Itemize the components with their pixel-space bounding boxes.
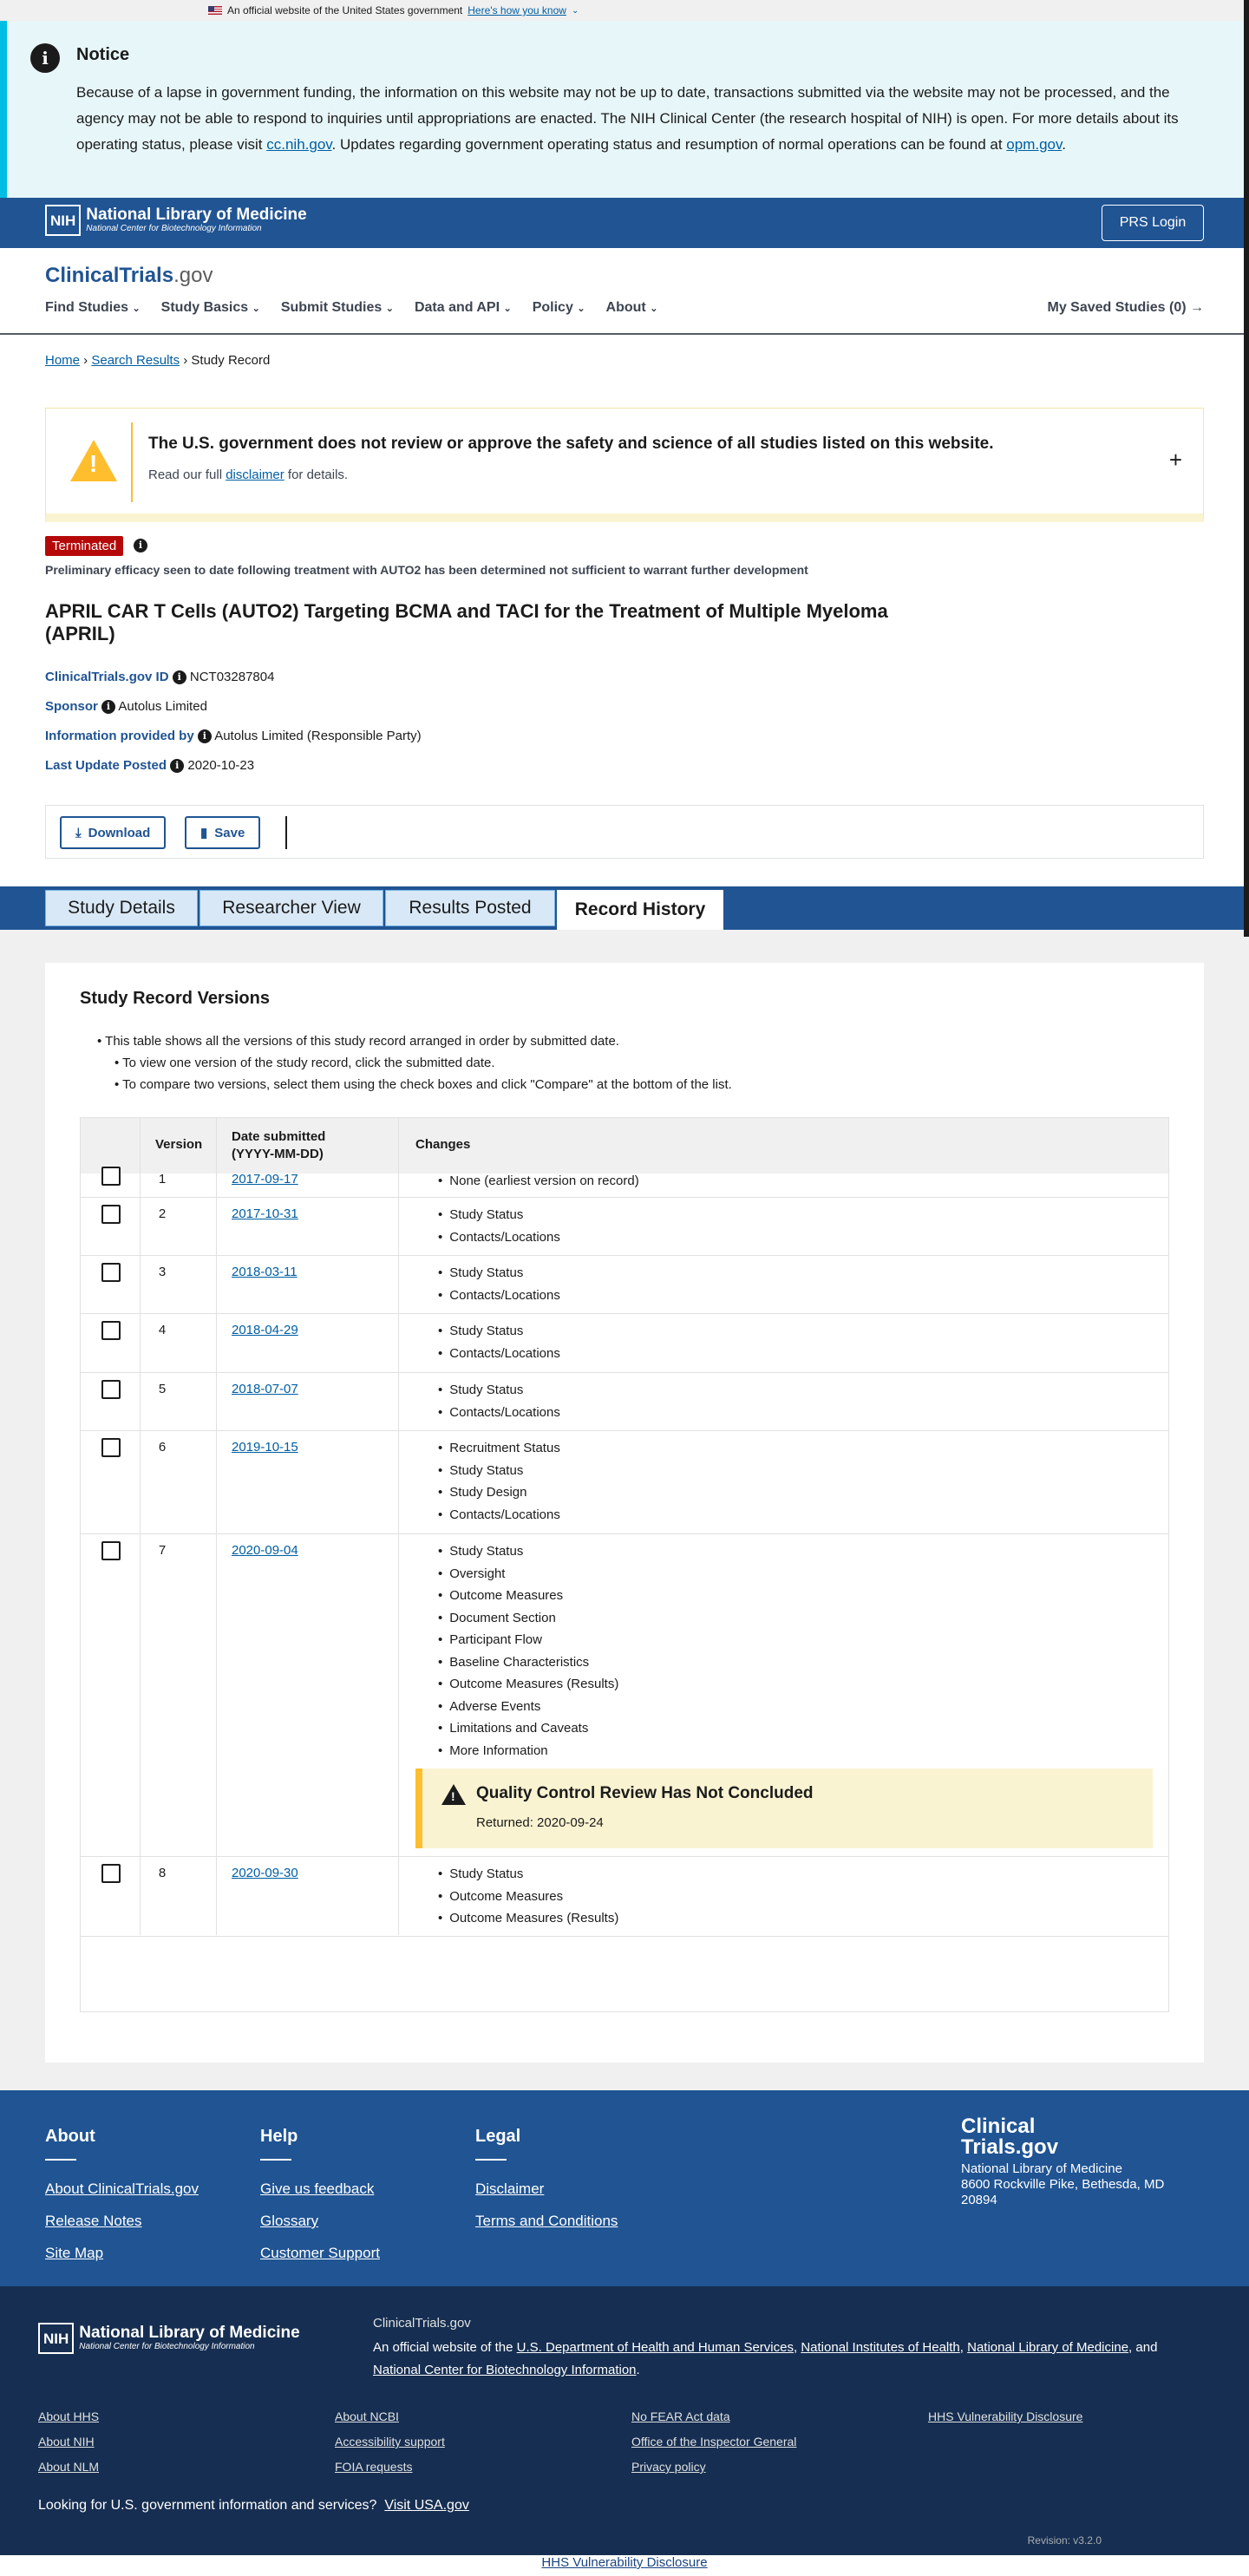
- info-icon[interactable]: i: [101, 700, 115, 714]
- gov-banner-text: An official website of the United States government: [227, 4, 463, 16]
- footer-legal: Legal Disclaimer Terms and Conditions: [475, 2127, 618, 2237]
- warning-icon: [441, 1784, 466, 1805]
- tab-results-posted[interactable]: Results Posted: [385, 890, 555, 926]
- bottom-hhs-link-row: [0, 2555, 1249, 2576]
- version-date-link[interactable]: 2020-09-04: [232, 1543, 298, 1558]
- header-version: Version: [155, 1137, 203, 1152]
- notice-body: Because of a lapse in government funding, the information on this website may not be up to date, transactions submitted via the website may not be processed, and the agency may not be able to respond to inquiries until appropriations are enacted. The NIH Clinical Center (the research hospital of NIH) is open. For more details about its operating status, please visit cc.nih.gov. Updates regarding government operating status and resumption of normal operations can be found at opm.gov.: [76, 84, 1179, 153]
- info-icon[interactable]: i: [198, 729, 212, 743]
- chevron-down-icon: ⌄: [385, 304, 394, 314]
- disclaimer-title: The U.S. government does not review or approve the safety and science of all studies listed on this website.: [148, 435, 994, 453]
- study-id: NCT03287804: [189, 670, 275, 684]
- versions-instructions: • This table shows all the versions of this study record arranged in order by submitted date. • To view one version of the study record, click the submitted date. • To compare two versions, select them using the check boxes and click "Compare" at the bottom of the list.: [97, 1034, 732, 1092]
- footer-brand: Clinical Trials.gov National Library of Medicine 8600 Rockville Pike, Bethesda, MD 20894: [961, 2115, 1165, 2207]
- row-checkbox[interactable]: [101, 1541, 121, 1560]
- expand-plus-icon[interactable]: +: [1168, 447, 1182, 473]
- last-update: 2020-10-23: [187, 758, 255, 773]
- table-row: 2 2017-10-31 • Study Status • Contacts/Locations: [81, 1198, 1168, 1256]
- versions-title: Study Record Versions: [80, 989, 270, 1008]
- chevron-down-icon: ⌄: [503, 304, 512, 314]
- usagov-link[interactable]: Visit USA.gov: [384, 2498, 469, 2513]
- sub-footer: [0, 2286, 1249, 2576]
- row-checkbox[interactable]: [101, 1380, 121, 1399]
- disclaimer-link[interactable]: disclaimer: [226, 467, 284, 482]
- sponsor: Autolus Limited: [118, 699, 207, 714]
- subfooter-site: ClinicalTrials.gov: [373, 2316, 471, 2331]
- row-checkbox[interactable]: [101, 1205, 121, 1224]
- usagov-row: Looking for U.S. government information and services? Visit USA.gov: [38, 2498, 469, 2513]
- info-icon[interactable]: i: [134, 539, 147, 552]
- version-date-link[interactable]: 2017-10-31: [232, 1206, 298, 1221]
- tab-record-history[interactable]: Record History: [557, 890, 723, 930]
- nav-policy[interactable]: Policy ⌄: [532, 300, 585, 315]
- table-row: 5 2018-07-07 • Study Status • Contacts/Locations: [81, 1373, 1168, 1431]
- scrollbar[interactable]: [1244, 0, 1249, 937]
- footer-link[interactable]: Give us feedback: [260, 2180, 375, 2197]
- study-title: APRIL CAR T Cells (AUTO2) Targeting BCMA and TACI for the Treatment of Multiple Myeloma (APRIL): [45, 600, 888, 644]
- chevron-down-icon: ⌄: [252, 304, 260, 314]
- nav-submit-studies[interactable]: Submit Studies ⌄: [280, 300, 394, 315]
- footer-link[interactable]: Site Map: [45, 2245, 104, 2261]
- subfooter-links-3: No FEAR Act data Office of the Inspector General Privacy policy: [631, 2409, 797, 2474]
- footer-help: Help Give us feedback Glossary Customer Support: [260, 2127, 380, 2269]
- breadcrumb: Home › Search Results › Study Record: [45, 353, 271, 368]
- nih-logo-box: NIH: [45, 205, 81, 236]
- provided-by: Autolus Limited (Responsible Party): [214, 729, 422, 743]
- opm-link[interactable]: opm.gov: [1006, 136, 1063, 153]
- subfooter-links-2: About NCBI Accessibility support FOIA requests: [335, 2409, 445, 2474]
- table-row: 3 2018-03-11 • Study Status • Contacts/Locations: [81, 1256, 1168, 1314]
- table-row: 4 2018-04-29 • Study Status • Contacts/Locations: [81, 1314, 1168, 1373]
- main-nav: [45, 300, 657, 316]
- save-button[interactable]: ▮ Save: [185, 816, 260, 849]
- header-changes: Changes: [415, 1137, 471, 1152]
- bookmark-icon: ▮: [200, 826, 208, 840]
- my-saved-studies-link[interactable]: My Saved Studies (0) →: [1047, 300, 1204, 315]
- row-checkbox[interactable]: [101, 1167, 121, 1186]
- tab-study-details[interactable]: Study Details: [45, 890, 198, 926]
- hhs-vulnerability-link[interactable]: HHS Vulnerability Disclosure: [541, 2555, 708, 2570]
- study-id-row: ClinicalTrials.gov ID i NCT03287804: [45, 670, 275, 684]
- version-date-link[interactable]: 2019-10-15: [232, 1440, 298, 1455]
- clinicaltrials-logo[interactable]: ClinicalTrials.gov: [45, 264, 213, 287]
- cc-nih-link[interactable]: cc.nih.gov: [266, 136, 332, 153]
- subfooter-links-4: HHS Vulnerability Disclosure: [928, 2409, 1083, 2423]
- actions-divider: [285, 816, 287, 849]
- version-date-link[interactable]: 2017-09-17: [232, 1172, 298, 1187]
- ncbi-name: National Center for Biotechnology Information: [86, 224, 262, 233]
- footer-link[interactable]: Disclaimer: [475, 2180, 545, 2197]
- disclaimer-text: Read our full disclaimer for details.: [148, 467, 349, 482]
- nav-data-api[interactable]: Data and API ⌄: [414, 300, 512, 315]
- chevron-down-icon: ⌄: [571, 5, 579, 16]
- official-website-text: An official website of the U.S. Department of Health and Human Services, National Institutes of Health, National Library of Medicine, and National Center for Biotechnology Information.: [373, 2340, 1158, 2377]
- nlm-logo[interactable]: NIH National Library of Medicine National Center for Biotechnology Information: [38, 2323, 300, 2354]
- chevron-down-icon: ⌄: [650, 304, 658, 314]
- footer-link[interactable]: Customer Support: [260, 2245, 380, 2261]
- nav-find-studies[interactable]: Find Studies ⌄: [45, 300, 141, 315]
- notice-title: Notice: [76, 45, 130, 64]
- breadcrumb-search-results[interactable]: Search Results: [91, 353, 180, 368]
- alert-divider: [131, 422, 133, 502]
- qc-title: Quality Control Review Has Not Concluded: [476, 1784, 814, 1802]
- row-checkbox[interactable]: [101, 1438, 121, 1457]
- status-badge: Terminated: [45, 536, 123, 556]
- gov-banner: [0, 0, 1249, 21]
- footer-about: About About ClinicalTrials.gov Release Notes Site Map: [45, 2127, 199, 2269]
- download-icon: ⤓: [75, 825, 82, 840]
- us-flag-icon: [208, 6, 222, 15]
- study-actions: [45, 805, 1204, 859]
- breadcrumb-home[interactable]: Home: [45, 353, 81, 368]
- table-row: 1 2017-09-17 • None (earliest version on record): [81, 1174, 1168, 1198]
- table-row: 8 2020-09-30 • Study Status • Outcome Measures • Outcome Measures (Results): [81, 1857, 1168, 1937]
- footer-link[interactable]: About ClinicalTrials.gov: [45, 2180, 199, 2197]
- nlm-logo[interactable]: [45, 205, 307, 236]
- revision: Revision: v3.2.0: [1027, 2534, 1102, 2547]
- nlm-name: National Library of Medicine: [86, 206, 307, 224]
- warning-icon: [70, 440, 117, 481]
- subfooter-links-1: About HHS About NIH About NLM: [38, 2409, 100, 2474]
- table-row: 6 2019-10-15 • Recruitment Status • Study Status • Study Design • Contacts/Locations: [81, 1431, 1168, 1534]
- version-date-link[interactable]: 2018-04-29: [232, 1323, 298, 1337]
- version-date-link[interactable]: 2018-03-11: [232, 1265, 298, 1279]
- row-checkbox[interactable]: [101, 1321, 121, 1340]
- tab-researcher-view[interactable]: Researcher View: [199, 890, 383, 926]
- sponsor-row: Sponsor i Autolus Limited: [45, 699, 207, 714]
- table-row: 7 2020-09-04 • Study Status • Oversight • Outcome Measures • Document Section • Participant Flow • Baseline Characteristics • Outcome Measures (Results) • Adverse Events • Limitations and Caveats • More Information ! Quality Control Review Has Not Concluded Returned: 2020-09-24: [81, 1534, 1168, 1857]
- prs-login-button[interactable]: PRS Login: [1102, 205, 1204, 241]
- versions-table: [80, 1117, 1169, 2012]
- footer-link[interactable]: Release Notes: [45, 2213, 142, 2229]
- info-icon[interactable]: i: [170, 759, 184, 773]
- version-date-link[interactable]: 2018-07-07: [232, 1382, 298, 1396]
- site-footer: [0, 2090, 1249, 2286]
- download-button[interactable]: ⤓ Download: [60, 816, 166, 849]
- qc-review-alert: [415, 1769, 1153, 1848]
- qc-returned: Returned: 2020-09-24: [476, 1815, 604, 1830]
- chevron-down-icon: ⌄: [132, 304, 141, 314]
- provided-by-row: Information provided by i Autolus Limited (Responsible Party): [45, 729, 422, 743]
- table-header: [81, 1118, 1168, 1174]
- version-date-link[interactable]: 2020-09-30: [232, 1866, 298, 1880]
- chevron-down-icon: ⌄: [577, 304, 585, 314]
- study-record-versions: [45, 963, 1204, 2063]
- footer-link[interactable]: Terms and Conditions: [475, 2213, 618, 2229]
- last-update-row: Last Update Posted i 2020-10-23: [45, 758, 255, 773]
- funding-notice: [0, 21, 1249, 198]
- info-icon: i: [30, 43, 60, 73]
- heres-how-you-know-link[interactable]: Here's how you know: [468, 4, 566, 16]
- nav-study-basics[interactable]: Study Basics ⌄: [160, 300, 260, 315]
- nav-divider: [0, 333, 1249, 335]
- row-checkbox[interactable]: [101, 1864, 121, 1883]
- breadcrumb-current: Study Record: [191, 353, 271, 368]
- nav-about[interactable]: About ⌄: [605, 300, 658, 315]
- arrow-right-icon: →: [1190, 300, 1204, 315]
- termination-reason: Preliminary efficacy seen to date following treatment with AUTO2 has been determined not sufficient to warrant further development: [45, 563, 808, 577]
- row-checkbox[interactable]: [101, 1263, 121, 1282]
- header-date: Date submitted (YYYY-MM-DD): [232, 1129, 326, 1161]
- footer-link[interactable]: Glossary: [260, 2213, 319, 2229]
- disclaimer-alert: [45, 408, 1204, 522]
- info-icon[interactable]: i: [173, 670, 186, 684]
